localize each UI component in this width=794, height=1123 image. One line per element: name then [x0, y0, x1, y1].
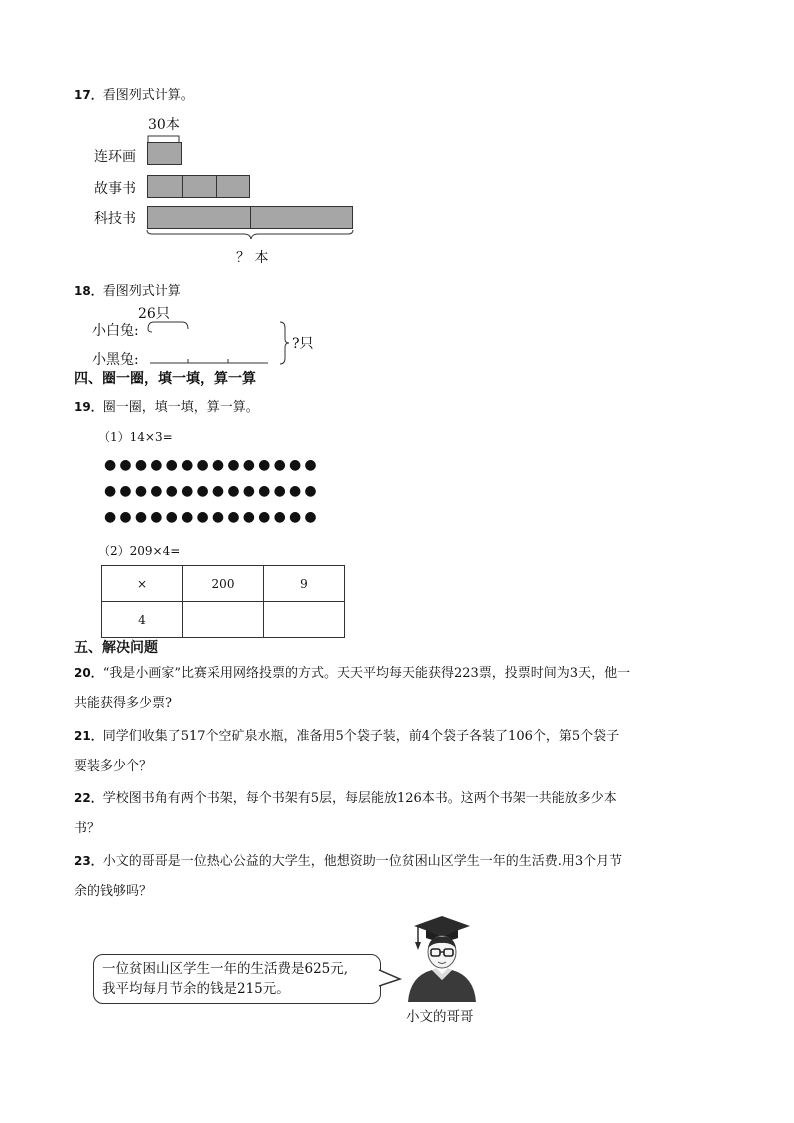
answer-cell[interactable]	[183, 602, 264, 638]
q17-row1-label: 连环画	[94, 149, 136, 165]
q19-title	[74, 396, 259, 415]
table-cell-200: 200	[183, 566, 264, 602]
q22-number: 22．	[74, 791, 103, 805]
q18-diagram	[90, 300, 330, 370]
section4-title: 四、圈一圈，填一填，算一算	[74, 371, 256, 387]
q20-number: 20．	[74, 666, 103, 680]
q23-number: 23．	[74, 854, 103, 868]
q23-line2: 余的钱够吗？	[74, 884, 153, 899]
q18-black-segment	[148, 354, 272, 366]
q17-bar-comics	[147, 142, 182, 165]
q18-white-brace	[146, 319, 192, 333]
q18-number: 18．	[74, 284, 103, 298]
q22-line1: 学校图书角有两个书架，每个书架有5层，每层能放126本书。这两个书架一共能放多少本	[102, 791, 617, 806]
q18-white-amount: 26只	[138, 306, 170, 322]
q17-bottom-label: ？ 本	[236, 250, 269, 266]
q23-line1: 小文的哥哥是一位热心公益的大学生，他想资助一位贫困山区学生一年的生活费.用3个月节	[102, 854, 623, 869]
bubble-line2: 我平均每月节余的钱是215元。	[102, 981, 290, 997]
q20-line1: “我是小画家”比赛采用网络投票的方式。天天平均每天能获得223票，投票时间为3天，他一	[102, 666, 631, 681]
q20-block	[74, 662, 630, 711]
graduate-caption: 小文的哥哥	[406, 1009, 474, 1025]
q21-line1: 同学们收集了517个空矿泉水瓶，准备用5个袋子装，前4个袋子各装了106个，第5个袋子	[102, 729, 620, 744]
q19-part2: （2）209×4=	[98, 544, 181, 558]
table-row	[102, 602, 345, 638]
dot-row: ●●●●●●●●●●●●●●	[104, 509, 320, 525]
q18-white-label: 小白兔:	[92, 323, 139, 339]
q22-line2: 书？	[74, 821, 101, 836]
q19-prompt: 圈一圈，填一填，算一算。	[102, 400, 259, 415]
answer-cell[interactable]	[264, 602, 345, 638]
q17-bar-science	[147, 206, 353, 229]
q17-prompt: 看图列式计算。	[102, 88, 194, 103]
q17-diagram	[74, 110, 374, 270]
q22-block	[74, 787, 617, 836]
q18-title	[74, 280, 181, 299]
q18-prompt: 看图列式计算	[102, 284, 181, 299]
speech-bubble	[93, 954, 381, 1004]
dot-row: ●●●●●●●●●●●●●●	[104, 483, 320, 499]
q21-line2: 要装多少个？	[74, 759, 153, 774]
q18-right-brace	[278, 320, 292, 366]
table-row	[102, 566, 345, 602]
q20-line2: 共能获得多少票?	[74, 696, 172, 711]
bubble-tail	[378, 968, 404, 990]
table-cell-9: 9	[264, 566, 345, 602]
q23-block	[74, 850, 622, 899]
q21-number: 21．	[74, 729, 103, 743]
q17-bottom-brace	[146, 229, 356, 247]
q17-row3-label: 科技书	[94, 211, 136, 227]
dot-row: ●●●●●●●●●●●●●●	[104, 457, 320, 473]
q18-black-label: 小黑兔:	[92, 352, 139, 368]
section5-title: 五、解决问题	[74, 640, 158, 656]
q17-row2-label: 故事书	[94, 181, 136, 197]
table-cell-4: 4	[102, 602, 183, 638]
q21-block	[74, 725, 619, 774]
bubble-line1: 一位贫困山区学生一年的生活费是625元,	[102, 961, 349, 977]
q19-number: 19．	[74, 400, 103, 414]
q17-top-label: 30本	[148, 117, 180, 133]
q17-bar-stories	[147, 175, 250, 198]
table-cell-operator: ×	[102, 566, 183, 602]
q19-part1: （1）14×3=	[98, 430, 173, 444]
q18-question: ?只	[292, 336, 314, 352]
q17-number: 17．	[74, 88, 103, 102]
q17-title	[74, 84, 194, 103]
q19-multiplication-table	[101, 565, 345, 638]
graduate-student-icon	[402, 912, 482, 1004]
